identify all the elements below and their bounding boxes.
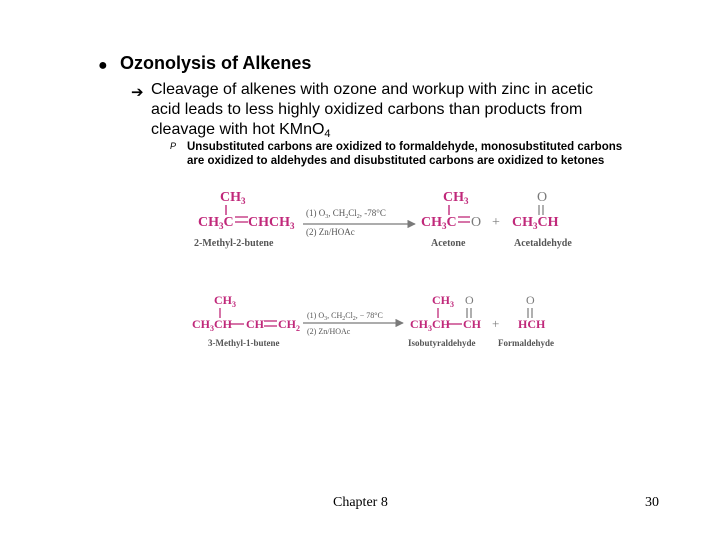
main-point-line-1: Cleavage of alkenes with ozone and workup with zinc in acetic bbox=[151, 81, 594, 98]
svg-text:(1) O3, CH2Cl2, − 78°C: (1) $O_3$, $CH_2Cl_2$, − 78°C bbox=[307, 311, 383, 322]
svg-text:CH3: $CH_3$ bbox=[214, 293, 236, 309]
svg-text:CH: CH bbox=[463, 317, 481, 331]
r2-reactant-label: 3-Methyl-1-butene bbox=[208, 338, 280, 348]
r1-plus: + bbox=[492, 215, 500, 230]
sub-point-line-2: are oxidized to aldehydes and disubstituted carbons are oxidized to ketones bbox=[187, 155, 605, 167]
svg-text:CH3C: $CH_3C$ bbox=[198, 215, 234, 231]
r1-product2-label: Acetaldehyde bbox=[514, 238, 572, 249]
svg-text:(1) O3, CH2Cl2, -78°C: (1) $O_3$, $CH_2Cl_2$, -78°C bbox=[306, 208, 386, 220]
svg-text:CH3: $CH_3$ bbox=[443, 190, 469, 206]
svg-text:O: O bbox=[537, 190, 548, 205]
svg-text:CH3: $CH_3$ bbox=[220, 190, 246, 206]
svg-text:CH3CH: $CH_3CH$ bbox=[512, 215, 559, 231]
r1-product1-label: Acetone bbox=[431, 238, 466, 249]
svg-text:O: O bbox=[471, 215, 482, 230]
r2-product1-label: Isobutyraldehyde bbox=[408, 338, 476, 348]
main-point-line-2: acid leads to less highly oxidized carbons than products from bbox=[151, 101, 583, 118]
reaction-2 bbox=[192, 293, 546, 336]
slide-title: Ozonolysis of Alkenes bbox=[120, 53, 312, 73]
right-arrow-icon: ➔ bbox=[131, 84, 144, 101]
r1-cond-2: (2) Zn/HOAc bbox=[306, 227, 355, 237]
svg-text:HCH: HCH bbox=[518, 317, 546, 331]
sub-bullet-mark: P bbox=[170, 141, 177, 151]
svg-text:O: O bbox=[526, 293, 535, 307]
svg-text:CH3CH: $CH_3CH$ bbox=[192, 317, 232, 333]
page-number: 30 bbox=[645, 495, 659, 510]
sub-point-line-1: Unsubstituted carbons are oxidized to formaldehyde, monosubstituted carbons bbox=[187, 141, 623, 153]
main-point-line-3-text: cleavage with hot KMnO bbox=[151, 121, 325, 138]
footer-chapter: Chapter 8 bbox=[333, 495, 388, 510]
svg-text:CH3C: $CH_3C$ bbox=[421, 215, 457, 231]
svg-text:O: O bbox=[465, 293, 474, 307]
main-point-subscript: 4 bbox=[324, 128, 331, 140]
r1-reactant-label: 2-Methyl-2-butene bbox=[194, 238, 274, 249]
r2-product2-label: Formaldehyde bbox=[498, 338, 554, 348]
svg-text:CH: CH bbox=[246, 317, 264, 331]
svg-text:CH2: $CH_2$ bbox=[278, 317, 300, 333]
svg-text:CH3CH: $CH_3CH$ bbox=[410, 317, 450, 333]
svg-text:CH3: $CH_3$ bbox=[432, 293, 454, 309]
r2-cond-1: (1) O bbox=[307, 311, 325, 320]
svg-text:CHCH3: $CHCH_3$ bbox=[248, 215, 295, 231]
bullet-icon: ● bbox=[98, 57, 108, 74]
r2-plus: + bbox=[492, 316, 500, 331]
r2-cond-2: (2) Zn/HOAc bbox=[307, 327, 351, 336]
reaction-1 bbox=[198, 190, 559, 237]
r1-cond-1: (1) O bbox=[306, 208, 326, 218]
